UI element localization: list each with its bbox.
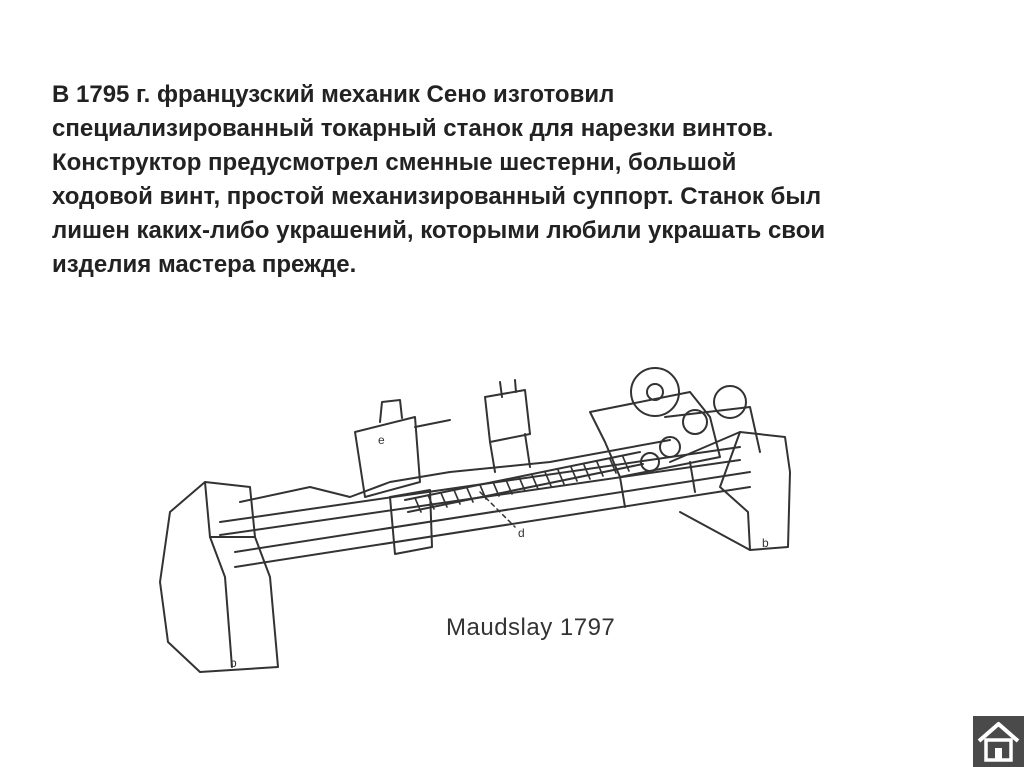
slide-text (52, 78, 982, 282)
label-d: d (518, 526, 525, 540)
text-line: Конструктор предусмотрел сменные шестерни, большой (52, 149, 737, 176)
label-b-right: b (762, 536, 769, 550)
text-line: изделия мастера прежде. (52, 251, 357, 278)
label-b-left: b (230, 656, 237, 670)
faceplate (631, 368, 679, 416)
gear (714, 386, 746, 418)
bed-rail-front (235, 472, 750, 552)
tool-post (485, 390, 530, 442)
home-button[interactable] (973, 716, 1024, 767)
figure-caption: Maudslay 1797 (446, 614, 616, 641)
text-line: ходовой винт, простой механизированный суппорт. Станок был (52, 183, 822, 210)
text-line: специализированный токарный станок для нарезки винтов. (52, 115, 774, 142)
headstock (590, 392, 720, 477)
text-line: В 1795 г. французский механик Сено изготовил (52, 81, 615, 108)
tailstock (355, 417, 420, 497)
left-leg (160, 482, 278, 672)
home-icon (973, 716, 1024, 767)
text-line: лишен каких-либо украшений, которыми любили украшать свои (52, 217, 826, 244)
label-e: e (378, 433, 385, 447)
